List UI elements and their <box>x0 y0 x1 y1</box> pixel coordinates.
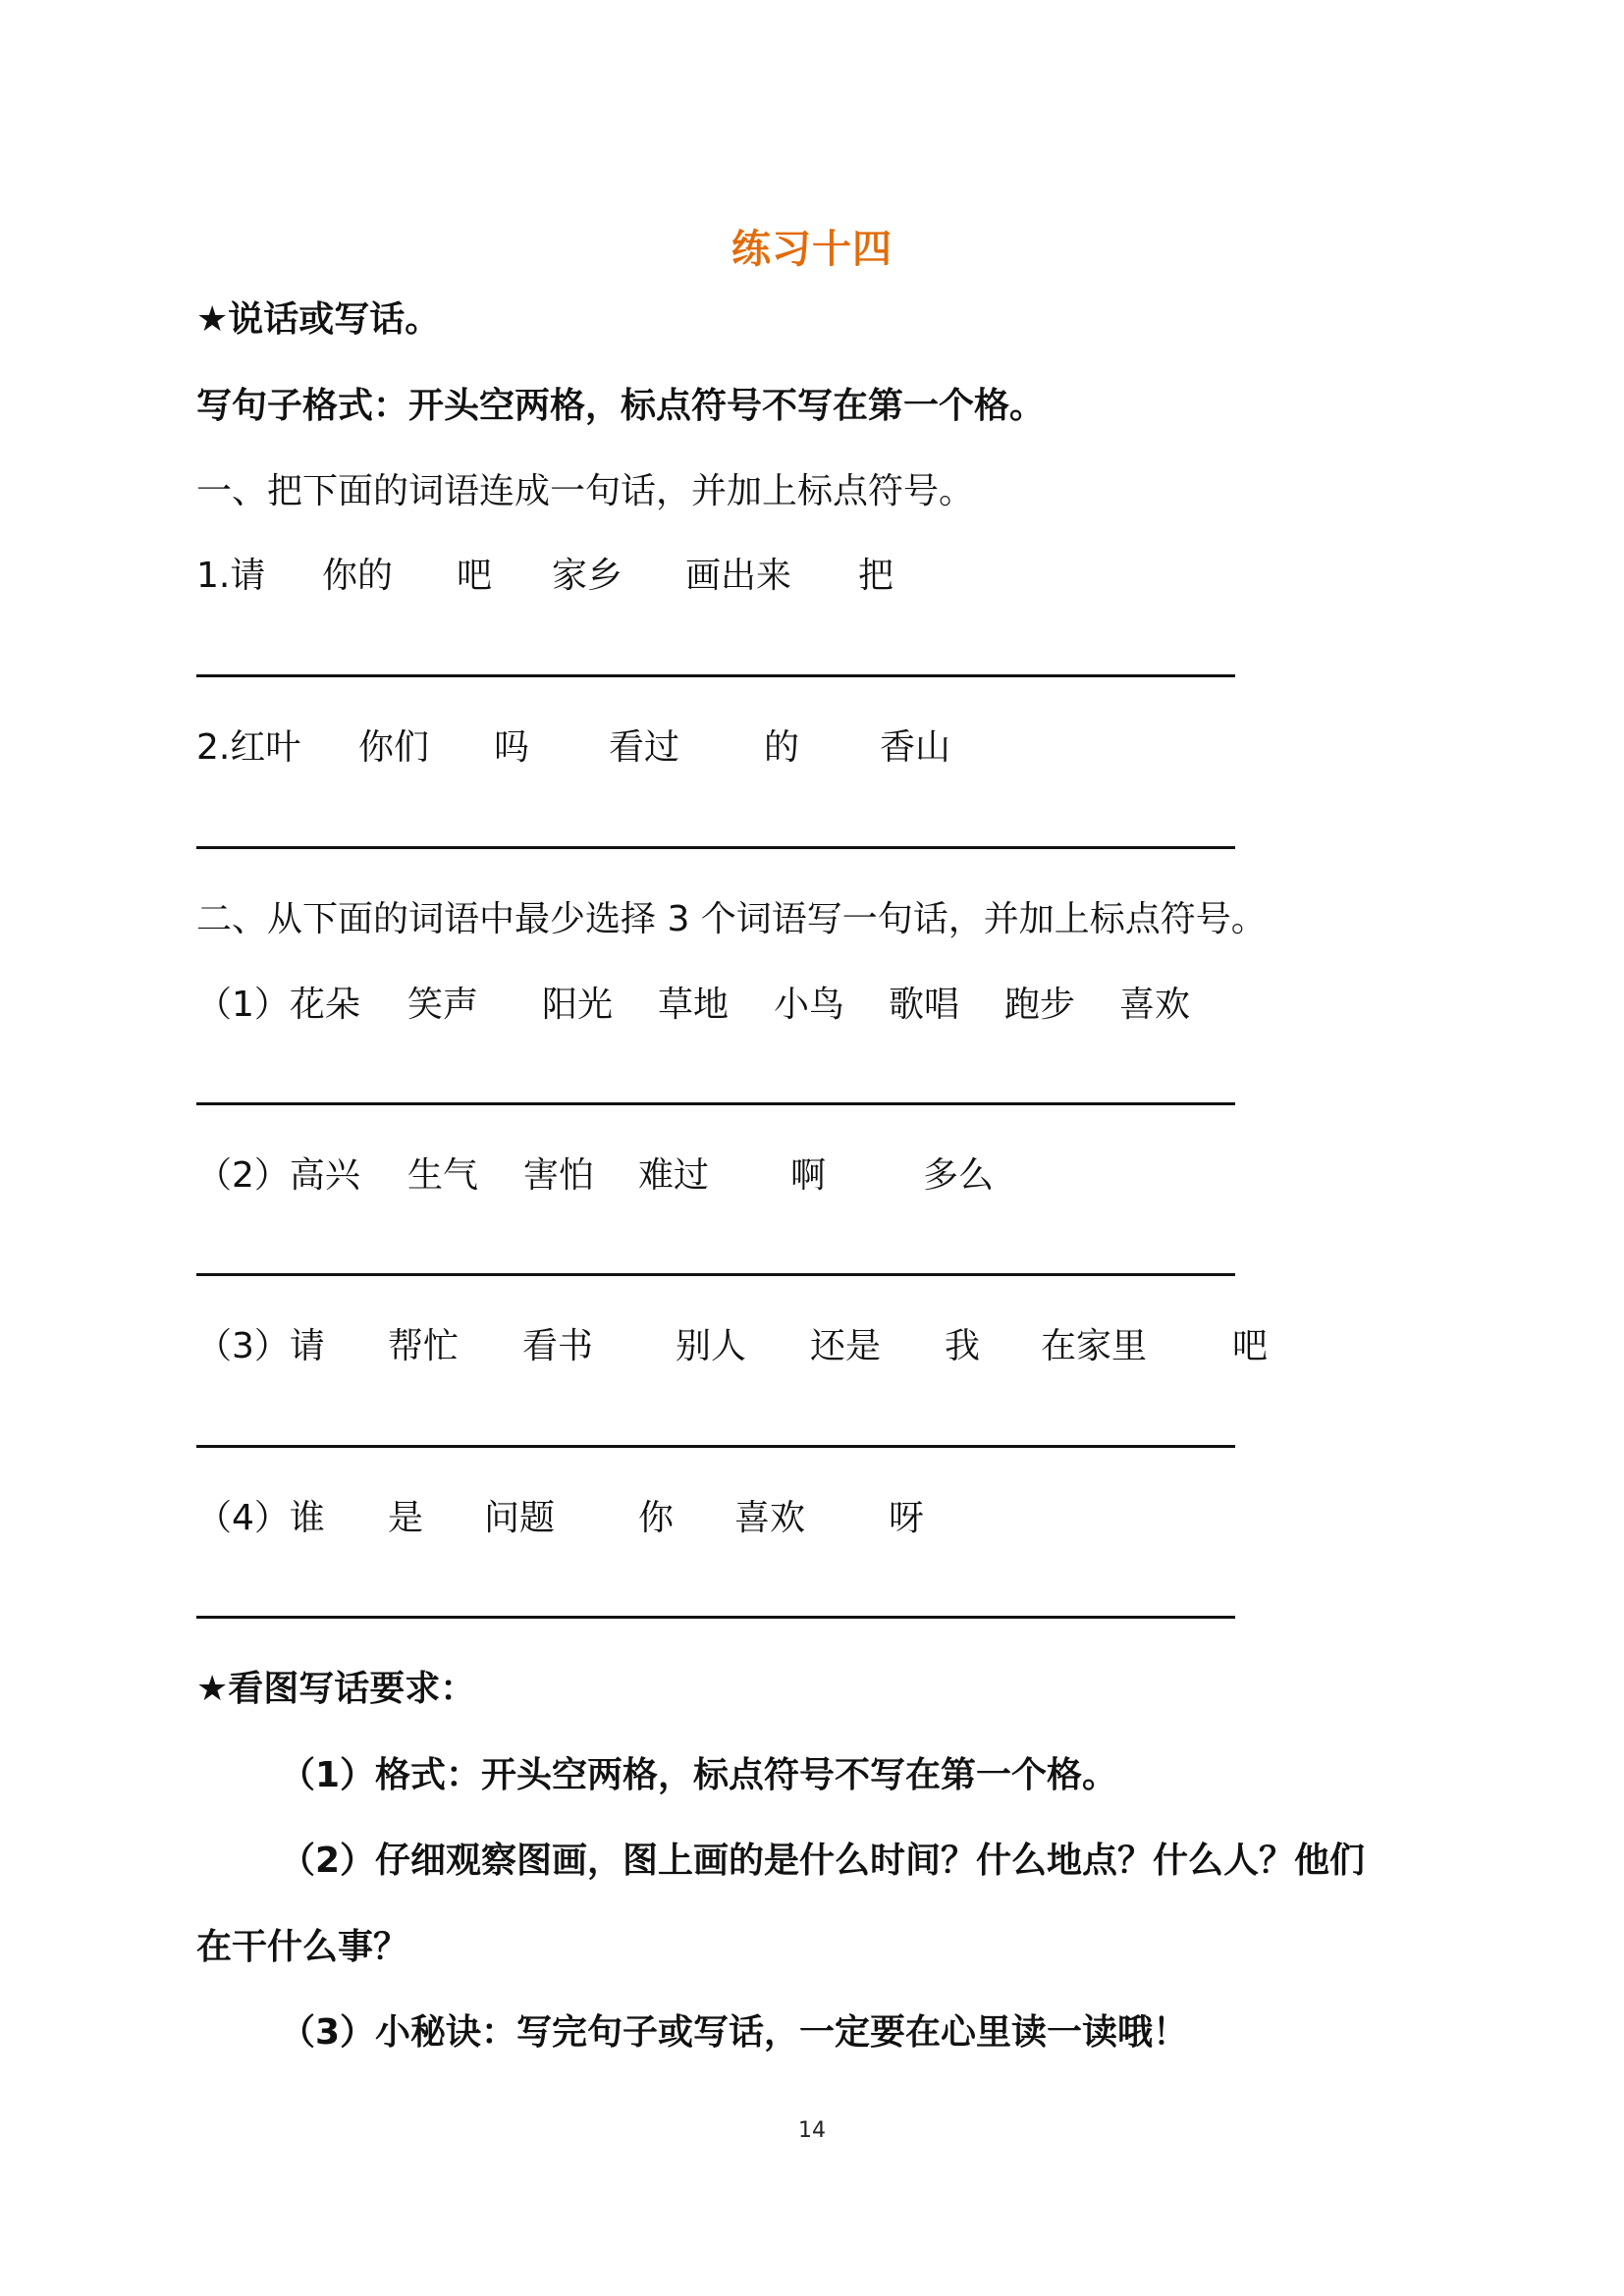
word: 把 <box>858 556 894 596</box>
answer-line[interactable] <box>196 1616 1235 1619</box>
requirement-1: （1）格式：开头空两格，标点符号不写在第一个格。 <box>280 1755 1118 1795</box>
word: 别人 <box>676 1326 747 1366</box>
word: 小鸟 <box>774 985 845 1025</box>
page-number: 14 <box>798 2118 826 2143</box>
word: 家乡 <box>552 556 623 596</box>
word: （4）谁 <box>196 1498 325 1538</box>
word: 歌唱 <box>889 985 960 1025</box>
word: 吗 <box>494 727 530 768</box>
word: 害怕 <box>523 1155 595 1196</box>
word: （3）请 <box>196 1326 325 1366</box>
word: 1.请 <box>196 556 266 596</box>
part2-instruction: 二、从下面的词语中最少选择 3 个词语写一句话，并加上标点符号。 <box>196 899 1267 939</box>
answer-line[interactable] <box>196 846 1235 849</box>
word: 看过 <box>609 727 680 768</box>
word: （2）高兴 <box>196 1155 360 1196</box>
word: 呀 <box>889 1498 925 1538</box>
word: 喜欢 <box>1119 985 1191 1025</box>
answer-line[interactable] <box>196 1445 1235 1448</box>
word: 草地 <box>658 985 730 1025</box>
word: 你的 <box>322 556 394 596</box>
section-heading-speaking: ★说话或写话。 <box>196 299 441 340</box>
word: 喜欢 <box>734 1498 806 1538</box>
answer-line[interactable] <box>196 1102 1235 1105</box>
word: 多么 <box>923 1155 995 1196</box>
word: 阳光 <box>542 985 614 1025</box>
word: 看书 <box>522 1326 594 1366</box>
word: 在家里 <box>1041 1326 1148 1366</box>
word: 2.红叶 <box>196 727 301 768</box>
requirement-2: （2）仔细观察图画，图上画的是什么时间？什么地点？什么人？他们 <box>280 1841 1366 1881</box>
word: 是 <box>388 1498 424 1538</box>
word: 吧 <box>457 556 493 596</box>
word: 难过 <box>638 1155 710 1196</box>
word: 吧 <box>1232 1326 1269 1366</box>
word: 啊 <box>790 1155 827 1196</box>
answer-line[interactable] <box>196 1273 1235 1276</box>
page-title: 练习十四 <box>731 227 893 272</box>
word: 还是 <box>810 1326 882 1366</box>
word: 跑步 <box>1004 985 1076 1025</box>
word: 你 <box>638 1498 675 1538</box>
word: 笑声 <box>407 985 479 1025</box>
requirement-2-continued: 在干什么事？ <box>196 1927 409 1967</box>
format-rule: 写句子格式：开头空两格，标点符号不写在第一个格。 <box>196 386 1046 426</box>
word: 帮忙 <box>388 1326 460 1366</box>
word: 生气 <box>407 1155 479 1196</box>
section-heading-picture-writing: ★看图写话要求： <box>196 1669 476 1709</box>
word: 你们 <box>358 727 430 768</box>
word: 问题 <box>484 1498 556 1538</box>
answer-line[interactable] <box>196 674 1235 677</box>
part1-instruction: 一、把下面的词语连成一句话，并加上标点符号。 <box>196 471 975 511</box>
word: 我 <box>945 1326 981 1366</box>
word: 的 <box>764 727 800 768</box>
word: 画出来 <box>685 556 792 596</box>
word: （1）花朵 <box>196 985 360 1025</box>
requirement-3: （3）小秘诀：写完句子或写话，一定要在心里读一读哦！ <box>280 2012 1189 2053</box>
word: 香山 <box>880 727 951 768</box>
